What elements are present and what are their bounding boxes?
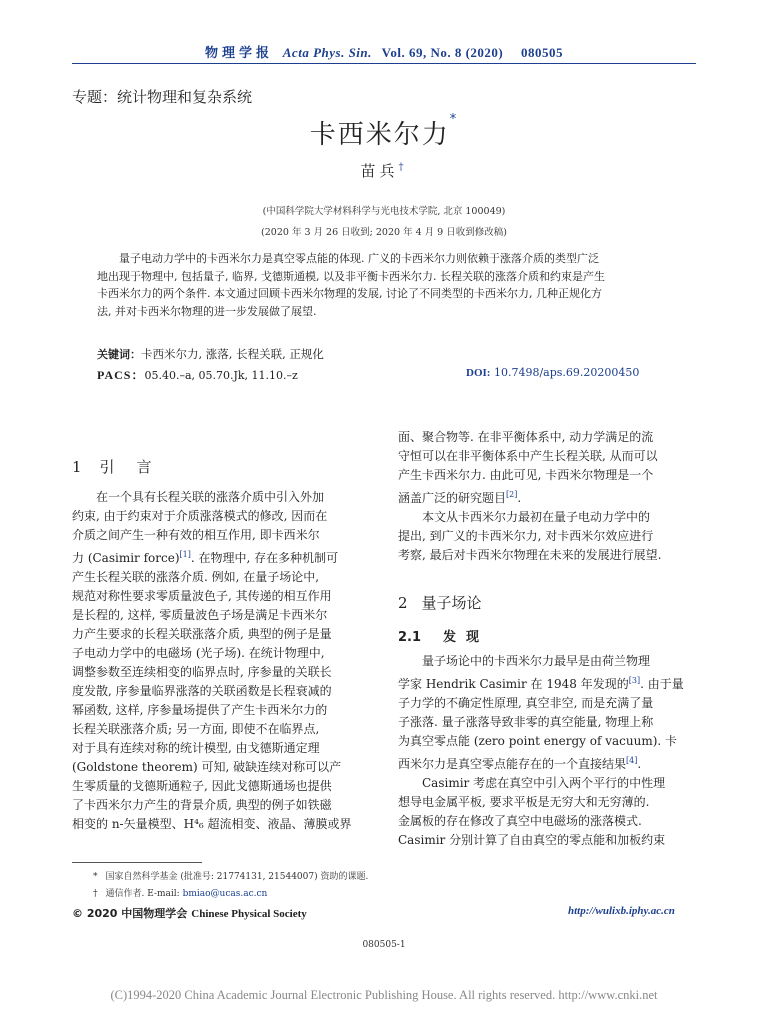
author-name: 苗兵 bbox=[360, 162, 399, 180]
journal-header bbox=[0, 42, 768, 61]
body-line bbox=[398, 485, 696, 508]
subsection-2-1-heading bbox=[398, 626, 489, 645]
website-link[interactable]: http://wulixb.iphy.ac.cn bbox=[568, 905, 675, 917]
body-line: 调整参数至连续相变的临界点时, 序参量的关联长 bbox=[72, 665, 332, 679]
footnote-text: 国家自然科学基金 (批准号: 21774131, 21544007) 资助的课题. bbox=[105, 872, 369, 882]
doi-link[interactable]: 10.7498/aps.69.20200450 bbox=[493, 366, 640, 379]
body-line: 产生卡西米尔力. 由此可见, 卡西米尔物理是一个 bbox=[398, 468, 654, 482]
body-line: Casimir 分别计算了自由真空的零点能和加板约束 bbox=[398, 833, 666, 847]
abstract-line: 量子电动力学中的卡西米尔力是真空零点能的体现. 广义的卡西米尔力则依赖于涨落介质的类型广泛 bbox=[97, 252, 599, 265]
body-line: 提出, 到广义的卡西米尔力, 对卡西米尔效应进行 bbox=[398, 529, 654, 543]
section-title: 引言 bbox=[99, 458, 174, 476]
body-line: 介质之间产生一种有效的相互作用, 即卡西米尔 bbox=[72, 528, 320, 542]
body-line: 金属板的存在修改了真空中电磁场的涨落模式. bbox=[398, 814, 642, 828]
body-text: . bbox=[517, 491, 522, 505]
title-text: 卡西米尔力 bbox=[309, 120, 450, 150]
body-text: 涵盖广泛的研究题目 bbox=[398, 491, 507, 505]
subsection-title: 发现 bbox=[443, 630, 490, 645]
body-line: 相变的 n-矢量模型、H⁴₆ 超流相变、液晶、薄膜或界 bbox=[72, 817, 352, 831]
citation-ref[interactable]: [4] bbox=[626, 756, 638, 765]
body-line bbox=[72, 545, 372, 568]
abstract-line: 卡西米尔力的两个条件. 本文通过回顾卡西米尔物理的发展, 讨论了不同类型的卡西米尔力, 几种正规化方 bbox=[97, 287, 602, 300]
body-line: 度发散, 序参量临界涨落的关联函数是长程衰减的 bbox=[72, 684, 332, 698]
received-dates: (2020 年 3 月 26 日收到; 2020 年 4 月 9 日收到修改稿) bbox=[261, 227, 507, 238]
body-text: 西米尔力是真空零点能存在的一个直接结果 bbox=[398, 757, 627, 771]
author-footnote-mark[interactable]: † bbox=[398, 162, 408, 173]
doi[interactable] bbox=[466, 366, 639, 379]
pacs-text: 05.40.–a, 05.70.Jk, 11.10.–z bbox=[144, 369, 298, 382]
body-line: 幂函数, 这样, 序参量场提供了产生卡西米尔力的 bbox=[72, 703, 328, 717]
cnki-footer: (C)1994-2020 China Academic Journal Electronic Publishing House. All rights reserved. http://www.cnki.net bbox=[110, 988, 658, 1002]
keywords-text: 卡西米尔力, 涨落, 长程关联, 正规化 bbox=[141, 347, 324, 361]
abstract bbox=[97, 250, 672, 320]
body-line: 考察, 最后对卡西米尔物理在未来的发展进行展望. bbox=[398, 548, 662, 562]
body-text: 力 (Casimir force) bbox=[72, 551, 180, 565]
copyright-cn: © 2020 中国物理学会 bbox=[72, 907, 188, 920]
body-line: 面、聚合物等. 在非平衡体系中, 动力学满足的流 bbox=[398, 430, 654, 444]
body-line: 在一个具有长程关联的涨落介质中引入外加 bbox=[72, 490, 325, 504]
footnote-funding bbox=[93, 869, 368, 882]
body-line: 生零质量的戈德斯通粒子, 因此戈德斯通场也提供 bbox=[72, 779, 332, 793]
body-line: 守恒可以在非平衡体系中产生长程关联, 从而可以 bbox=[398, 449, 658, 463]
article-number: 080505 bbox=[521, 45, 563, 60]
topic-label: 专题：统计物理和复杂系统 bbox=[72, 88, 253, 106]
abstract-line: 法, 并对卡西米尔物理的进一步发展做了展望. bbox=[97, 304, 317, 318]
email-link[interactable]: bmiao@ucas.ac.cn bbox=[182, 889, 268, 899]
footnote-corresponding bbox=[93, 886, 267, 899]
body-line: Casimir 考虑在真空中引入两个平行的中性理 bbox=[398, 776, 666, 790]
footnote-mark: † bbox=[93, 889, 98, 899]
citation-ref[interactable]: [3] bbox=[628, 676, 641, 685]
body-line: 想导电金属平板, 要求平板是无穷大和无穷薄的. bbox=[398, 795, 650, 809]
subsection-number: 2.1 bbox=[398, 630, 422, 645]
body-line: 子电动力学中的电磁场 (光子场). 在统计物理中, bbox=[72, 646, 325, 660]
keywords-label: 关键词： bbox=[97, 348, 141, 361]
body-line: 为真空零点能 (zero point energy of vacuum). 卡 bbox=[398, 734, 678, 748]
footnote-mark: * bbox=[93, 872, 98, 882]
volume-info: Vol. 69, No. 8 (2020) bbox=[381, 45, 504, 60]
citation-ref[interactable]: [2] bbox=[506, 490, 518, 499]
body-line: 了卡西米尔力产生的背景介质, 典型的例子如铁磁 bbox=[72, 798, 332, 812]
body-line: 规范对称性要求零质量波色子, 其传递的相互作用 bbox=[72, 589, 332, 603]
doi-label: DOI: bbox=[466, 367, 491, 379]
body-line: 力产生要求的长程关联涨落介质, 典型的例子是量 bbox=[72, 627, 332, 641]
citation-ref[interactable]: [1] bbox=[179, 550, 191, 559]
body-text: 学家 Hendrik Casimir 在 1948 年发现的 bbox=[398, 677, 629, 691]
body-line: 产生长程关联的涨落介质. 例如, 在量子场论中, bbox=[72, 570, 320, 584]
body-line: 长程关联涨落介质; 另一方面, 即使不在临界点, bbox=[72, 722, 320, 736]
title-footnote-mark[interactable]: * bbox=[449, 112, 459, 127]
abstract-line: 地出现于物理中, 包括量子, 临界, 戈德斯通模, 以及非平衡卡西米尔力. 长程关联的涨落介质和约束是产生 bbox=[97, 269, 605, 283]
copyright-en: Chinese Physical Society bbox=[191, 908, 307, 920]
body-line: 量子场论中的卡西米尔力最早是由荷兰物理 bbox=[398, 654, 651, 668]
body-line: 对于具有连续对称的统计模型, 由戈德斯通定理 bbox=[72, 741, 320, 755]
right-column-top bbox=[398, 428, 696, 565]
keywords bbox=[97, 346, 324, 362]
header-divider bbox=[72, 63, 696, 64]
author bbox=[0, 160, 768, 181]
body-line: 子力学的不确定性原理, 真空非空, 而是充满了量 bbox=[398, 696, 654, 710]
body-line: 子涨落. 量子涨落导致非零的真空能量, 物理上称 bbox=[398, 715, 654, 729]
pacs bbox=[97, 366, 298, 383]
pacs-label: PACS： bbox=[97, 368, 145, 382]
footnote-text: 通信作者. E-mail: bbox=[105, 889, 183, 899]
article-title bbox=[0, 114, 768, 151]
body-line bbox=[398, 671, 696, 694]
body-line bbox=[398, 751, 696, 774]
body-line: 是长程的, 这样, 零质量波色子场是满足卡西米尔 bbox=[72, 608, 328, 622]
section-number: 1 bbox=[72, 458, 82, 476]
journal-name-cn: 物理学报 bbox=[205, 45, 274, 60]
right-column-bottom bbox=[398, 652, 696, 850]
affiliation: (中国科学院大学材料科学与光电技术学院, 北京 100049) bbox=[262, 206, 506, 217]
left-column bbox=[72, 488, 372, 834]
body-text: . bbox=[637, 757, 642, 771]
footnote-divider bbox=[72, 862, 202, 863]
body-line: (Goldstone theorem) 可知, 破缺连续对称可以产 bbox=[72, 760, 342, 774]
body-text: . 由于量 bbox=[640, 677, 684, 691]
section-number: 2 bbox=[398, 594, 408, 612]
page-number: 080505-1 bbox=[362, 940, 406, 950]
journal-name-en: Acta Phys. Sin. bbox=[282, 45, 372, 60]
section-title: 量子场论 bbox=[421, 594, 482, 612]
body-text: . 在物理中, 存在多种机制可 bbox=[190, 551, 339, 565]
section-1-heading bbox=[72, 456, 174, 477]
body-line: 本文从卡西米尔力最初在量子电动力学中的 bbox=[398, 510, 651, 524]
section-2-heading bbox=[398, 592, 482, 613]
copyright bbox=[72, 905, 307, 921]
body-line: 约束, 由于约束对于介质涨落模式的修改, 因而在 bbox=[72, 509, 328, 523]
